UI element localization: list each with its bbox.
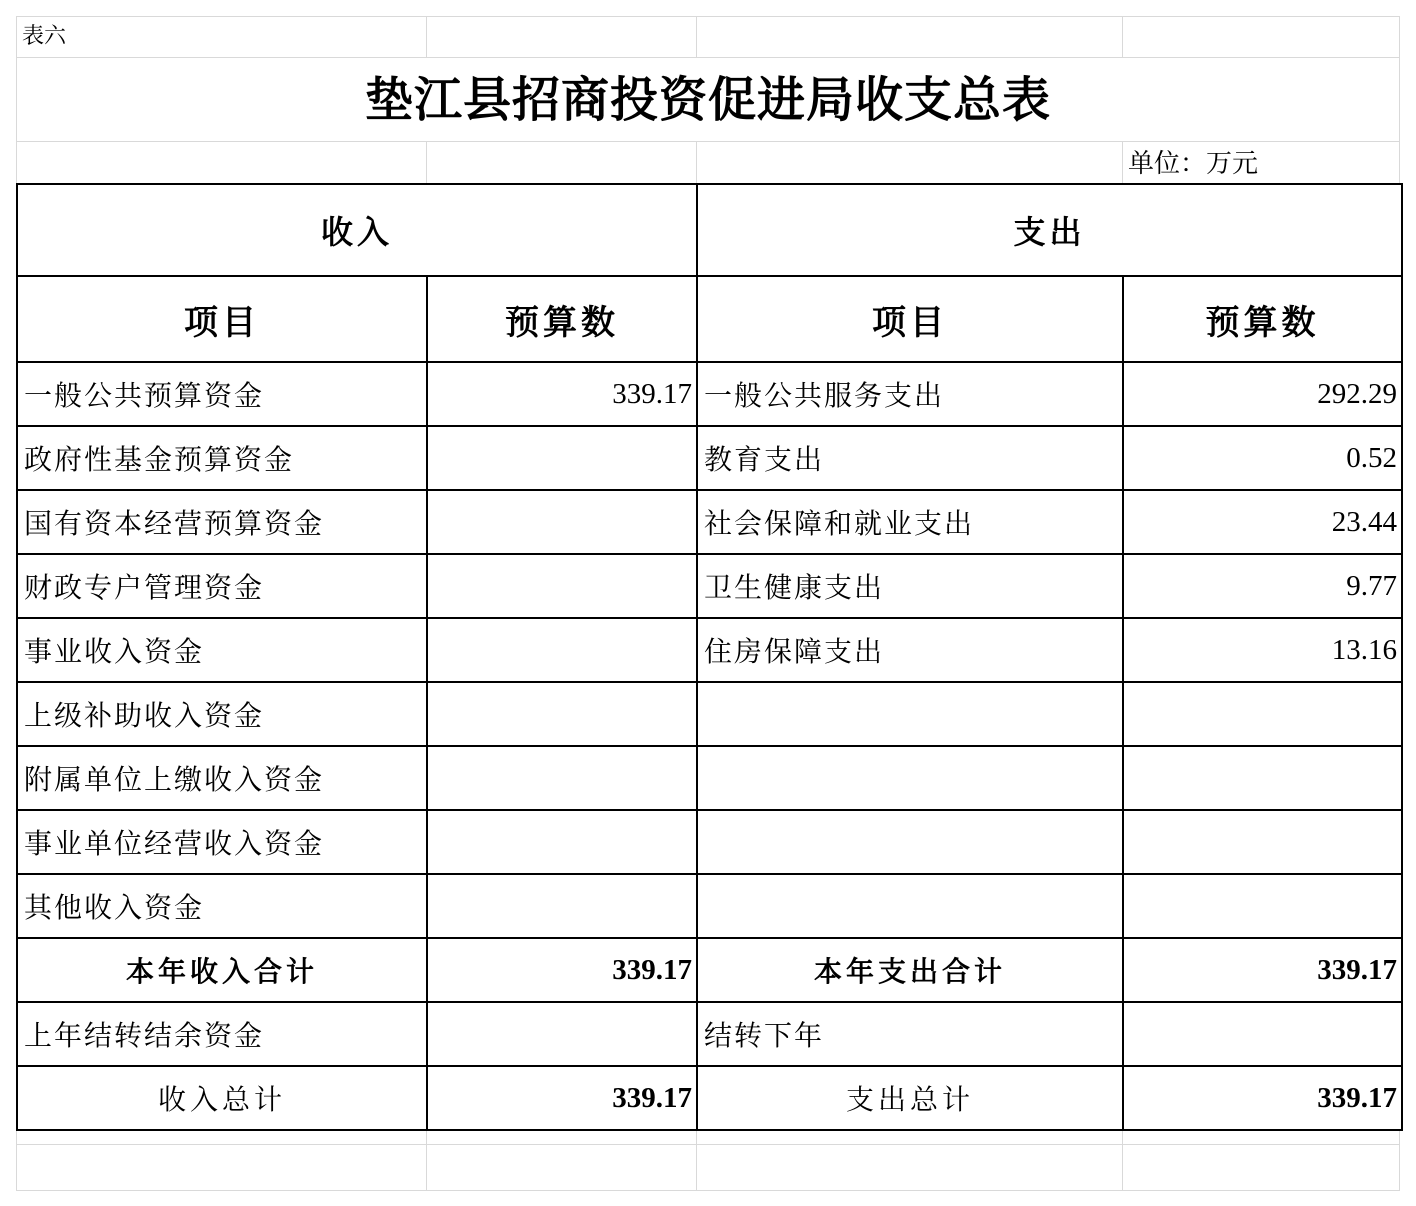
expense-value bbox=[1123, 682, 1402, 746]
expense-item bbox=[697, 746, 1123, 810]
expense-value: 0.52 bbox=[1123, 426, 1402, 490]
expense-value: 9.77 bbox=[1123, 554, 1402, 618]
table-row bbox=[17, 554, 1402, 618]
expense-year-total-label: 本年支出合计 bbox=[697, 938, 1123, 1002]
income-grand-total-label: 收入总计 bbox=[17, 1066, 427, 1130]
income-value bbox=[427, 682, 697, 746]
income-item: 事业单位经营收入资金 bbox=[17, 810, 427, 874]
income-item: 其他收入资金 bbox=[17, 874, 427, 938]
income-carry-value bbox=[427, 1002, 697, 1066]
table-row bbox=[17, 618, 1402, 682]
income-section-header: 收入 bbox=[17, 184, 697, 276]
sheet-label: 表六 bbox=[22, 24, 67, 49]
expense-item-header: 项目 bbox=[697, 276, 1123, 362]
expense-value bbox=[1123, 810, 1402, 874]
income-item: 国有资本经营预算资金 bbox=[17, 490, 427, 554]
table-row bbox=[17, 874, 1402, 938]
income-item: 财政专户管理资金 bbox=[17, 554, 427, 618]
expense-carry-label: 结转下年 bbox=[697, 1002, 1123, 1066]
expense-item bbox=[697, 682, 1123, 746]
expense-value bbox=[1123, 746, 1402, 810]
income-value bbox=[427, 426, 697, 490]
expense-budget-header: 预算数 bbox=[1123, 276, 1402, 362]
income-item: 一般公共预算资金 bbox=[17, 362, 427, 426]
table-row bbox=[17, 362, 1402, 426]
expense-item: 教育支出 bbox=[697, 426, 1123, 490]
income-grand-total-value: 339.17 bbox=[427, 1066, 697, 1130]
expense-value: 23.44 bbox=[1123, 490, 1402, 554]
income-item: 上级补助收入资金 bbox=[17, 682, 427, 746]
expense-grand-total-label: 支出总计 bbox=[697, 1066, 1123, 1130]
income-value bbox=[427, 874, 697, 938]
table-row bbox=[17, 490, 1402, 554]
expense-value: 292.29 bbox=[1123, 362, 1402, 426]
expense-grand-total-value: 339.17 bbox=[1123, 1066, 1402, 1130]
income-value bbox=[427, 746, 697, 810]
income-expense-table bbox=[16, 183, 1403, 1131]
grand-total-row bbox=[17, 1066, 1402, 1130]
income-year-total-value: 339.17 bbox=[427, 938, 697, 1002]
expense-item bbox=[697, 810, 1123, 874]
section-header-row bbox=[17, 184, 1402, 276]
column-header-row bbox=[17, 276, 1402, 362]
table-row bbox=[17, 426, 1402, 490]
expense-value bbox=[1123, 874, 1402, 938]
page-title: 垫江县招商投资促进局收支总表 bbox=[364, 72, 1051, 128]
year-total-row bbox=[17, 938, 1402, 1002]
expense-value: 13.16 bbox=[1123, 618, 1402, 682]
income-item-header: 项目 bbox=[17, 276, 427, 362]
income-item: 附属单位上缴收入资金 bbox=[17, 746, 427, 810]
expense-carry-value bbox=[1123, 1002, 1402, 1066]
income-value: 339.17 bbox=[427, 362, 697, 426]
table-row bbox=[17, 746, 1402, 810]
income-value bbox=[427, 810, 697, 874]
expense-item: 住房保障支出 bbox=[697, 618, 1123, 682]
expense-item: 卫生健康支出 bbox=[697, 554, 1123, 618]
income-value bbox=[427, 490, 697, 554]
carry-over-row bbox=[17, 1002, 1402, 1066]
unit-label: 单位：万元 bbox=[1128, 149, 1259, 179]
expense-item: 社会保障和就业支出 bbox=[697, 490, 1123, 554]
expense-year-total-value: 339.17 bbox=[1123, 938, 1402, 1002]
income-item: 事业收入资金 bbox=[17, 618, 427, 682]
income-value bbox=[427, 618, 697, 682]
expense-item bbox=[697, 874, 1123, 938]
income-carry-label: 上年结转结余资金 bbox=[17, 1002, 427, 1066]
income-item: 政府性基金预算资金 bbox=[17, 426, 427, 490]
income-year-total-label: 本年收入合计 bbox=[17, 938, 427, 1002]
income-budget-header: 预算数 bbox=[427, 276, 697, 362]
table-row bbox=[17, 682, 1402, 746]
table-row bbox=[17, 810, 1402, 874]
expense-section-header: 支出 bbox=[697, 184, 1402, 276]
income-value bbox=[427, 554, 697, 618]
expense-item: 一般公共服务支出 bbox=[697, 362, 1123, 426]
